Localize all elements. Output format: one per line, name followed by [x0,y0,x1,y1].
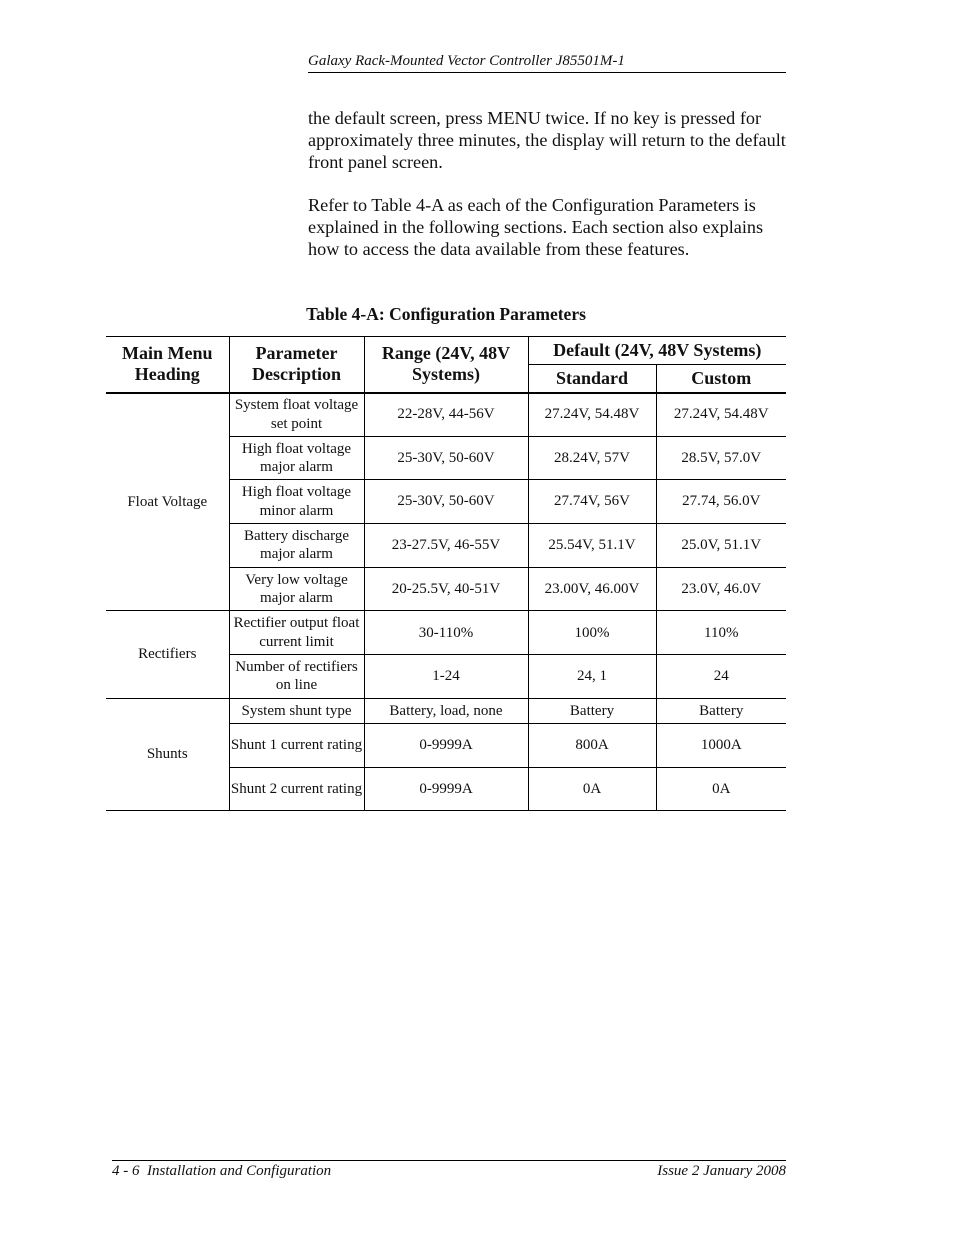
standard-cell: 25.54V, 51.1V [528,524,656,568]
parameter-cell: High float voltage major alarm [229,436,364,480]
custom-cell: 27.24V, 54.48V [656,393,786,437]
standard-cell: 800A [528,723,656,767]
range-cell: 23-27.5V, 46-55V [364,524,528,568]
running-header-title: Galaxy Rack-Mounted Vector Controller J85501M-1 [308,53,625,69]
parameter-cell: Number of rectifiers on line [229,655,364,699]
header-main-menu: Main Menu Heading [106,337,229,393]
custom-cell: 28.5V, 57.0V [656,436,786,480]
custom-cell: 0A [656,767,786,811]
header-custom: Custom [656,365,786,393]
parameter-cell: System shunt type [229,698,364,723]
standard-cell: Battery [528,698,656,723]
custom-cell: 24 [656,655,786,699]
header-standard: Standard [528,365,656,393]
parameter-cell: Very low voltage major alarm [229,567,364,611]
group-heading-float-voltage: Float Voltage [106,393,229,611]
header-rule [308,72,786,73]
range-cell: 25-30V, 50-60V [364,436,528,480]
table-row [106,611,786,655]
standard-cell: 0A [528,767,656,811]
parameter-cell: Battery discharge major alarm [229,524,364,568]
parameter-cell: Shunt 1 current rating [229,723,364,767]
custom-cell: 23.0V, 46.0V [656,567,786,611]
parameter-cell: System float voltage set point [229,393,364,437]
range-cell: 0-9999A [364,723,528,767]
group-heading-shunts: Shunts [106,698,229,810]
running-footer [112,1160,786,1180]
table-row [106,698,786,723]
standard-cell: 100% [528,611,656,655]
custom-cell: 27.74, 56.0V [656,480,786,524]
header-range: Range (24V, 48V Systems) [364,337,528,393]
configuration-parameters-table [106,336,786,811]
header-parameter: Parameter Description [229,337,364,393]
parameter-cell: Shunt 2 current rating [229,767,364,811]
parameter-cell: High float voltage minor alarm [229,480,364,524]
group-heading-rectifiers: Rectifiers [106,611,229,698]
standard-cell: 28.24V, 57V [528,436,656,480]
standard-cell: 27.24V, 54.48V [528,393,656,437]
parameter-cell: Rectifier output float current limit [229,611,364,655]
range-cell: 0-9999A [364,767,528,811]
range-cell: 1-24 [364,655,528,699]
table-caption: Table 4-A: Configuration Parameters [306,304,586,324]
running-header [308,52,786,73]
footer-issue: Issue 2 January 2008 [657,1163,786,1179]
paragraph-1: the default screen, press MENU twice. If no key is pressed for approximately three minutes, the display will return to the default front panel screen. [308,108,786,172]
custom-cell: 110% [656,611,786,655]
standard-cell: 24, 1 [528,655,656,699]
header-default: Default (24V, 48V Systems) [528,337,786,365]
footer-section: 4 - 6 Installation and Configuration [112,1163,332,1179]
range-cell: 30-110% [364,611,528,655]
paragraph-2: Refer to Table 4-A as each of the Configuration Parameters is explained in the following sections. Each section also explains how to access the data available from these features. [308,195,764,259]
range-cell: 25-30V, 50-60V [364,480,528,524]
standard-cell: 23.00V, 46.00V [528,567,656,611]
custom-cell: Battery [656,698,786,723]
standard-cell: 27.74V, 56V [528,480,656,524]
range-cell: 22-28V, 44-56V [364,393,528,437]
custom-cell: 25.0V, 51.1V [656,524,786,568]
custom-cell: 1000A [656,723,786,767]
range-cell: Battery, load, none [364,698,528,723]
range-cell: 20-25.5V, 40-51V [364,567,528,611]
table-row [106,393,786,437]
